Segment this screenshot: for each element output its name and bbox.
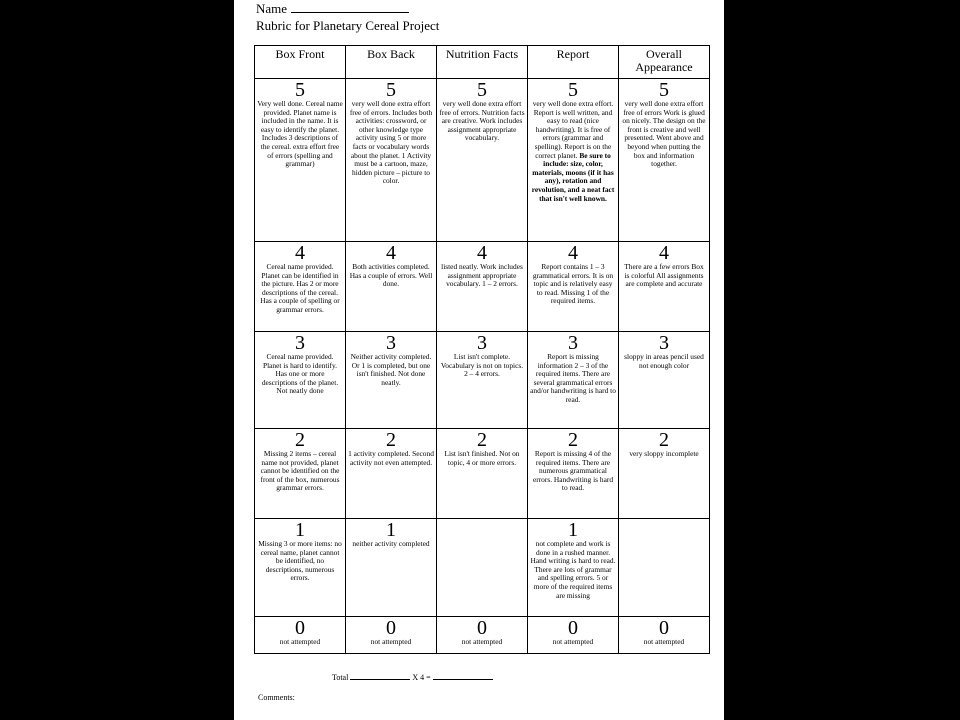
criteria-text: Report contains 1 – 3 grammatical errors. It is on topic and is relatively easy to read. Missing 1 of the required items.	[532, 262, 614, 306]
criteria-text: not attempted	[370, 637, 412, 646]
col-header-box-front: Box Front	[255, 46, 346, 79]
score-number: 4	[386, 242, 396, 264]
score-number: 4	[568, 242, 578, 264]
score-number: 5	[477, 79, 487, 101]
rubric-cell	[437, 242, 528, 332]
score-number: 2	[295, 429, 305, 451]
criteria-text: Missing 3 or more items: no cereal name, planet cannot be identified, no descriptions, numerous errors.	[258, 539, 342, 583]
rubric-cell	[619, 242, 710, 332]
criteria-text: sloppy in areas pencil used not enough color	[624, 352, 704, 370]
rubric-cell	[619, 617, 710, 654]
rubric-cell	[346, 519, 437, 617]
score-number: 0	[659, 617, 669, 639]
score-number: 1	[386, 519, 396, 541]
rubric-cell	[437, 332, 528, 429]
rubric-cell	[528, 519, 619, 617]
col-header-report: Report	[528, 46, 619, 79]
rubric-cell	[346, 79, 437, 242]
report-required-items-bold: Be sure to include: size, color, materials, moons (if it has any), rotation and revolution, and a neat fact that isn't well known.	[531, 150, 615, 203]
criteria-text: Cereal name provided. Planet can be identified in the picture. Has 2 or more descriptions of the cereal. Has a couple of spelling or grammar errors.	[260, 262, 340, 314]
rubric-cell	[255, 79, 346, 242]
criteria-text: very sloppy incomplete	[629, 449, 699, 458]
score-row-5	[255, 79, 710, 242]
score-number: 5	[295, 79, 305, 101]
score-number: 3	[659, 332, 669, 354]
score-number: 2	[477, 429, 487, 451]
score-number: 0	[568, 617, 578, 639]
rubric-cell	[255, 617, 346, 654]
rubric-cell	[346, 332, 437, 429]
criteria-text: not attempted	[643, 637, 685, 646]
score-row-1	[255, 519, 710, 617]
name-field	[256, 2, 409, 16]
criteria-text: Both activities completed. Has a couple of errors. Well done.	[349, 262, 433, 289]
rubric-cell	[437, 429, 528, 519]
final-score-blank-line	[433, 672, 493, 680]
total-blank-line	[350, 672, 410, 680]
rubric-cell-empty	[437, 519, 528, 617]
score-number: 2	[386, 429, 396, 451]
score-number: 0	[295, 617, 305, 639]
criteria-text: List isn't finished. Not on topic, 4 or more errors.	[444, 449, 520, 467]
score-row-2	[255, 429, 710, 519]
criteria-text: very well done extra effort free of errors. Includes both activities: crossword, or other knowledge type activity using 5 or more facts or vocabulary words about the planet. 1 Activity must be a cartoon, maze, hidden picture – picture to color.	[349, 99, 433, 186]
criteria-text: Report is missing information 2 – 3 of the required items. There are several grammatical errors and/or handwriting is hard to read.	[530, 352, 616, 404]
criteria-text: Cereal name provided. Planet is hard to identify. Has one or more descriptions of the planet. Not neatly done	[261, 352, 339, 396]
rubric-cell	[619, 332, 710, 429]
col-header-overall-appearance: Overall Appearance	[619, 46, 710, 79]
rubric-cell	[528, 79, 619, 242]
criteria-text: Very well done. Cereal name provided. Planet name is included in the name. It is easy to identify the planet. Includes 3 descriptions of the cereal. extra effort free of errors (spelling and grammar)	[257, 99, 343, 169]
rubric-cell	[346, 617, 437, 654]
header-row	[255, 46, 710, 79]
score-number: 4	[477, 242, 487, 264]
rubric-cell	[528, 429, 619, 519]
rubric-cell	[619, 79, 710, 242]
criteria-text: Neither activity completed. Or 1 is completed, but one isn't finished. Not done neatly.	[350, 352, 432, 387]
rubric-cell	[346, 242, 437, 332]
criteria-text: There are a few errors Box is colorful All assignments are complete and accurate	[624, 262, 704, 289]
score-row-4	[255, 242, 710, 332]
score-number: 1	[568, 519, 578, 541]
rubric-cell-empty	[619, 519, 710, 617]
criteria-text: not attempted	[461, 637, 503, 646]
score-number: 5	[568, 79, 578, 101]
rubric-cell	[528, 617, 619, 654]
page-title: Rubric for Planetary Cereal Project	[256, 18, 440, 33]
score-number: 1	[295, 519, 305, 541]
score-number: 4	[295, 242, 305, 264]
score-number: 5	[659, 79, 669, 101]
criteria-text: very well done extra effort free of errors. Nutrition facts are creative. Work includes assignment appropriate vocabulary.	[439, 99, 525, 143]
score-number: 3	[295, 332, 305, 354]
score-number: 3	[477, 332, 487, 354]
rubric-cell	[255, 519, 346, 617]
name-blank-line	[291, 2, 409, 13]
rubric-cell	[619, 429, 710, 519]
rubric-table	[254, 45, 710, 654]
report-criteria-text: very well done extra effort. Report is well written, and easy to read (nice handwriting). It is free of errors (grammar and spelling). Report is on the correct planet.	[532, 99, 614, 160]
score-row-3	[255, 332, 710, 429]
criteria-text: 1 activity completed. Second activity not even attempted.	[348, 449, 434, 467]
score-number: 4	[659, 242, 669, 264]
criteria-text: very well done extra effort free of errors Work is glued on nicely. The design on the front is creative and well presented. Went above and beyond when putting the box and information together.	[622, 99, 706, 169]
criteria-text: not attempted	[552, 637, 594, 646]
score-row-0	[255, 617, 710, 654]
criteria-text	[530, 100, 616, 203]
criteria-text: not attempted	[279, 637, 321, 646]
rubric-cell	[528, 332, 619, 429]
criteria-text: listed neatly. Work includes assignment appropriate vocabulary. 1 – 2 errors.	[441, 262, 523, 289]
rubric-cell	[437, 79, 528, 242]
comments-label: Comments:	[258, 693, 295, 702]
score-number: 0	[477, 617, 487, 639]
rubric-cell	[255, 429, 346, 519]
criteria-text: Missing 2 items – cereal name not provided, planet cannot be identified on the front of the box, numerous grammar errors.	[260, 449, 340, 493]
rubric-cell	[255, 242, 346, 332]
total-label: Total	[332, 673, 349, 682]
criteria-text: Report is missing 4 of the required items. There are numerous grammatical errors. Handwriting is hard to read.	[532, 449, 614, 493]
rubric-page	[234, 0, 724, 720]
criteria-text: List isn't complete. Vocabulary is not on topics. 2 – 4 errors.	[440, 352, 524, 379]
rubric-cell	[255, 332, 346, 429]
rubric-cell	[346, 429, 437, 519]
col-header-box-back: Box Back	[346, 46, 437, 79]
col-header-nutrition-facts: Nutrition Facts	[437, 46, 528, 79]
criteria-text: neither activity completed	[352, 539, 430, 548]
score-number: 3	[386, 332, 396, 354]
criteria-text: not complete and work is done in a rushed manner. Hand writing is hard to read. There are lots of grammar and spelling errors. 5 or more of the required items are missing	[530, 539, 616, 600]
score-number: 3	[568, 332, 578, 354]
rubric-cell	[528, 242, 619, 332]
score-number: 2	[568, 429, 578, 451]
score-number: 5	[386, 79, 396, 101]
multiplier-text: X 4 =	[412, 673, 431, 682]
score-number: 0	[386, 617, 396, 639]
score-number: 2	[659, 429, 669, 451]
rubric-cell	[437, 617, 528, 654]
name-label: Name	[256, 1, 288, 16]
total-line	[332, 672, 493, 682]
